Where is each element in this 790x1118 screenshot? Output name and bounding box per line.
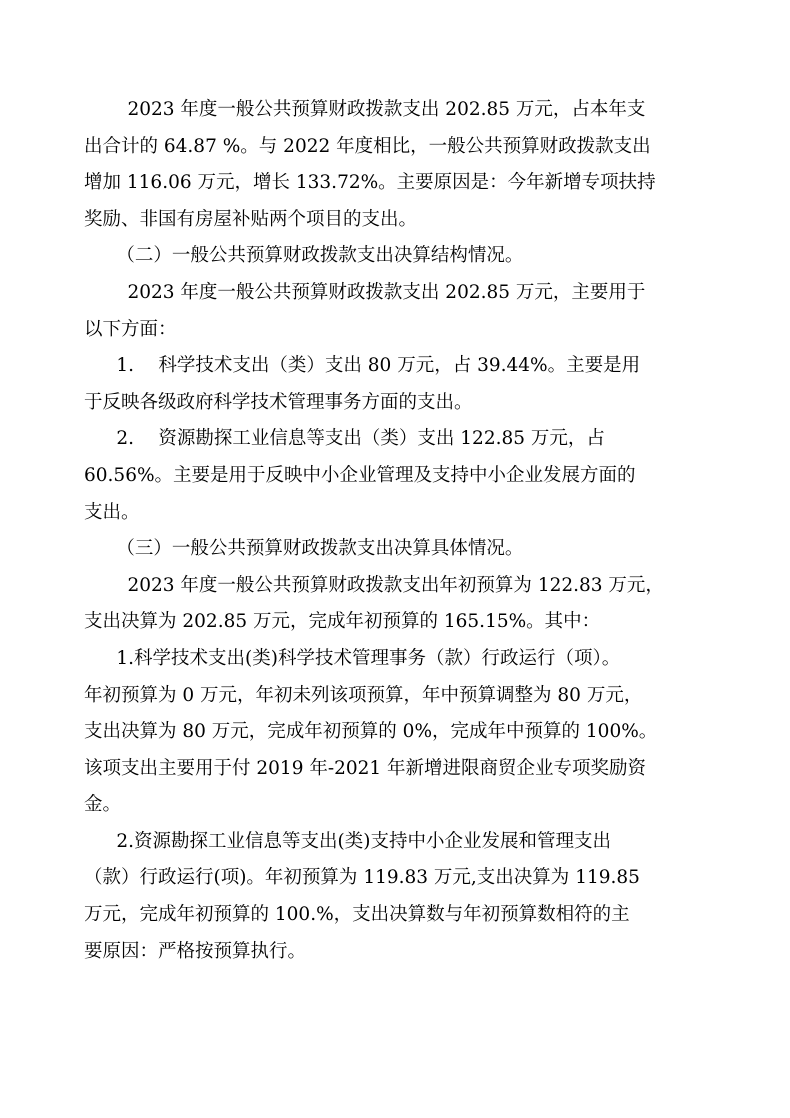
text-line: 1. 科学技术支出（类）支出 80 万元，占 39.44%。主要是用: [116, 355, 641, 377]
text-line: 年初预算为 0 万元，年初未列该项预算，年中预算调整为 80 万元，: [84, 684, 643, 706]
text-line: 以下方面：: [84, 318, 177, 340]
detail-item-sme-support: [84, 824, 676, 970]
paragraph-main-uses: [84, 275, 676, 348]
paragraph-budget-completion: [84, 568, 676, 641]
section-heading-details: [84, 531, 676, 568]
paragraph-expenditure-summary: [84, 92, 676, 238]
list-item-resource-exploration: [84, 421, 676, 531]
text-line: 出合计的 64.87 %。与 2022 年度相比，一般公共预算财政拨款支出: [84, 135, 651, 157]
heading-text: （三）一般公共预算财政拨款支出决算具体情况。: [116, 538, 524, 560]
text-line: 金。: [84, 794, 122, 816]
text-line: 要原因：严格按预算执行。: [84, 940, 307, 962]
text-line: 支出决算为 80 万元，完成年初预算的 0%，完成年中预算的 100%。: [84, 721, 658, 743]
detail-item-science-tech-admin: [84, 641, 676, 824]
text-line: 1.科学技术支出(类)科学技术管理事务（款）行政运行（项）。: [116, 647, 621, 669]
section-heading-structure: [84, 238, 676, 275]
list-item-science-tech: [84, 348, 676, 421]
text-line: 万元，完成年初预算的 100.%，支出决算数与年初预算数相符的主: [84, 904, 630, 926]
text-line: 2023 年度一般公共预算财政拨款支出 202.85 万元，主要用于: [127, 281, 646, 303]
text-line: 奖励、非国有房屋补贴两个项目的支出。: [84, 208, 418, 230]
heading-text: （二）一般公共预算财政拨款支出决算结构情况。: [116, 245, 524, 267]
text-line: 2.资源勘探工业信息等支出(类)支持中小企业发展和管理支出: [116, 830, 611, 852]
text-line: 该项支出主要用于付 2019 年-2021 年新增进限商贸企业专项奖励资: [84, 757, 647, 779]
text-line: （款）行政运行(项)。年初预算为 119.83 万元,支出决算为 119.85: [84, 867, 640, 889]
text-line: 2023 年度一般公共预算财政拨款支出 202.85 万元，占本年支: [127, 99, 646, 120]
document-body: [84, 92, 676, 970]
text-line: 增加 116.06 万元，增长 133.72%。主要原因是：今年新增专项扶持: [84, 172, 656, 194]
text-line: 60.56%。主要是用于反映中小企业管理及支持中小企业发展方面的: [84, 464, 636, 486]
text-line: 于反映各级政府科学技术管理事务方面的支出。: [84, 391, 473, 413]
text-line: 支出。: [84, 501, 140, 523]
text-line: 2. 资源勘探工业信息等支出（类）支出 122.85 万元，占: [116, 428, 605, 450]
text-line: 2023 年度一般公共预算财政拨款支出年初预算为 122.83 万元，: [127, 574, 664, 596]
text-line: 支出决算为 202.85 万元，完成年初预算的 165.15%。其中：: [84, 611, 601, 633]
